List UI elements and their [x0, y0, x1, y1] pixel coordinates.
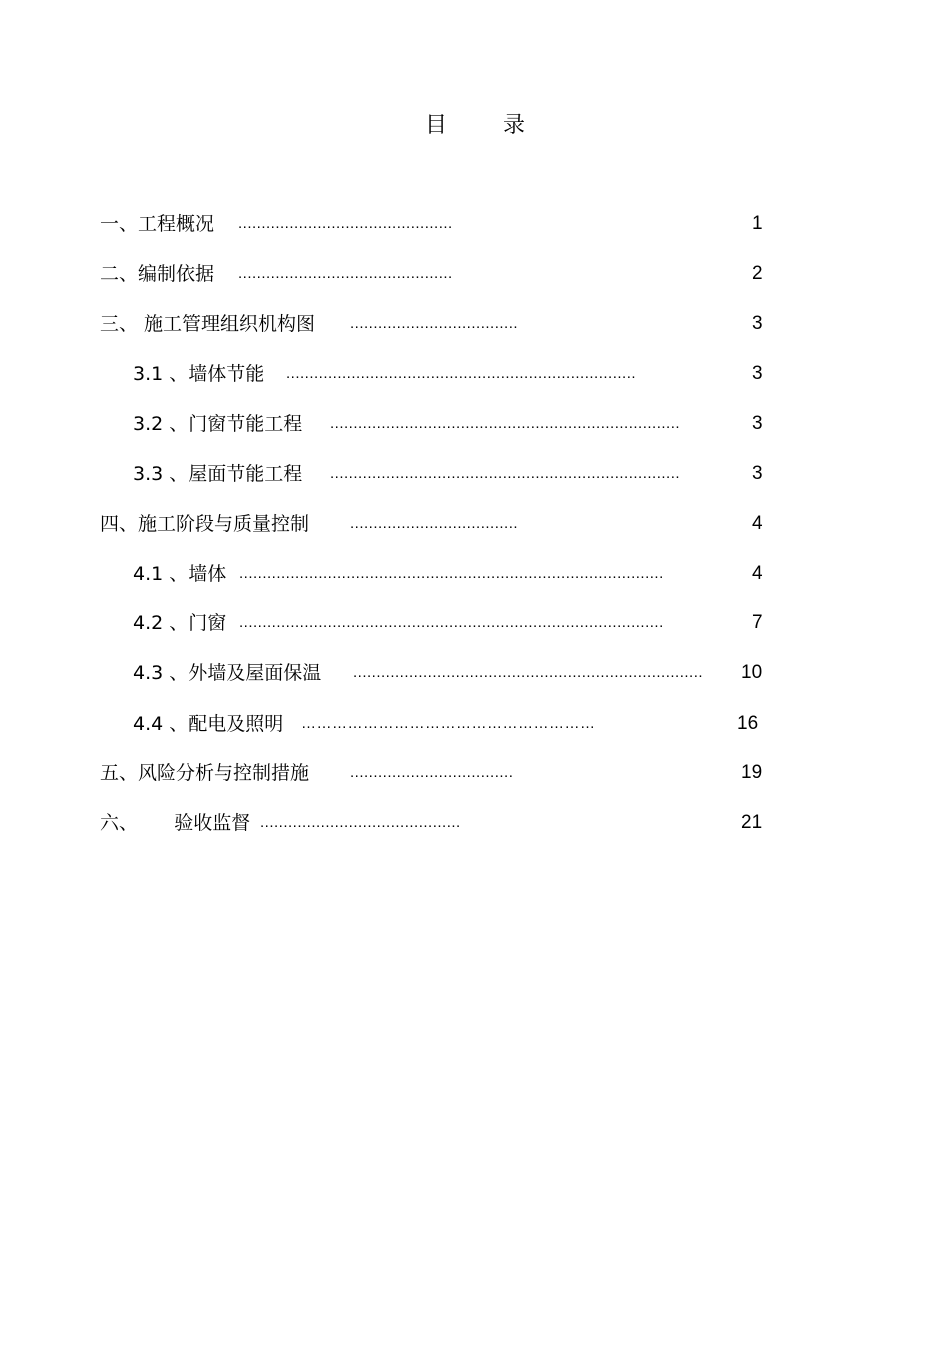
toc-entry[interactable] [133, 608, 783, 638]
toc-entry[interactable] [100, 209, 780, 239]
toc-entry-label: 4.1 、墙体 [133, 563, 227, 585]
toc-entry-leader: ........................................................................... [330, 415, 681, 432]
toc-entry-label: 4.2 、门窗 [133, 612, 227, 634]
toc-entry-page: 7 [752, 612, 763, 633]
toc-entry-label: 3.3 、屋面节能工程 [133, 463, 303, 485]
toc-entry[interactable] [100, 758, 780, 788]
toc-entry-page: 3 [752, 413, 763, 434]
toc-entry-leader: .............................................. [238, 265, 453, 282]
toc-entry-label: 三、 施工管理组织机构图 [100, 313, 316, 335]
toc-entry-page: 4 [752, 563, 763, 584]
toc-entry-label: 四、施工阶段与质量控制 [100, 513, 310, 535]
toc-entry-page: 2 [752, 263, 763, 284]
toc-entry-label: 3.2 、门窗节能工程 [133, 413, 303, 435]
toc-entry-leader: ........................................................................... [353, 664, 704, 681]
toc-entry[interactable] [100, 259, 780, 289]
toc-entry-leader: ........................................................................................... [239, 565, 664, 582]
toc-entry-page: 16 [737, 713, 759, 734]
toc-entry-page: 19 [741, 762, 763, 783]
toc-entry-label: 4.3 、外墙及屋面保温 [133, 662, 322, 684]
toc-entry-leader: ........................................... [260, 814, 461, 831]
toc-entry[interactable] [133, 459, 783, 489]
toc-entry-page: 4 [752, 513, 763, 534]
toc-entry-leader: ................................... [350, 764, 514, 781]
toc-entry-label: 一、工程概况 [100, 213, 215, 235]
toc-entry-leader: ........................................................................... [286, 365, 637, 382]
toc-entry-page: 10 [741, 662, 763, 683]
toc-entry[interactable] [100, 309, 780, 339]
toc-entry-leader: .................................... [350, 315, 519, 332]
toc-entry-leader: .................................... [350, 515, 519, 532]
toc-entry-label: 二、编制依据 [100, 263, 215, 285]
toc-entry[interactable] [133, 658, 783, 688]
toc-entry-page: 3 [752, 363, 763, 384]
toc-entry[interactable] [133, 359, 783, 389]
toc-entry-page: 21 [741, 812, 763, 833]
toc-entry-leader: ........................................................................... [330, 465, 681, 482]
toc-entry-page: 1 [752, 213, 763, 234]
toc-entry-leader: ........................................................................................... [239, 614, 664, 631]
toc-title: 目 录 [425, 113, 525, 138]
toc-entry[interactable] [133, 709, 783, 739]
toc-entry-page: 3 [752, 313, 763, 334]
toc-entry[interactable] [100, 808, 780, 838]
toc-entry-label: 3.1 、墙体节能 [133, 363, 265, 385]
toc-entry-page: 3 [752, 463, 763, 484]
toc-entry-leader: .............................................. [238, 215, 453, 232]
toc-entry[interactable] [133, 559, 783, 589]
toc-entry-leader: ………………………………………………… [301, 715, 596, 732]
toc-entry-label: 4.4 、配电及照明 [133, 713, 284, 735]
toc-entry[interactable] [100, 509, 780, 539]
toc-entry-label: 六、 验收监督 [100, 812, 251, 834]
toc-entry[interactable] [133, 409, 783, 439]
toc-entry-label: 五、风险分析与控制措施 [100, 762, 310, 784]
